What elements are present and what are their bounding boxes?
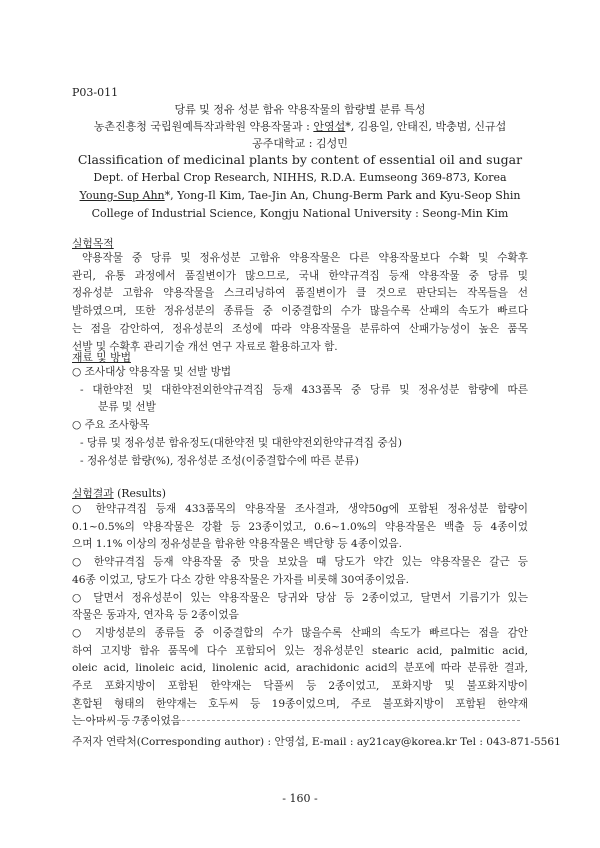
affiliation-korean: 농촌진흥청 국립원예특작과학원 약용작물과 : [93,120,314,133]
methods-list [72,364,528,474]
coauthors-korean: *, 김용일, 안태진, 박충범, 신규섭 [345,120,507,133]
objective-line: 정유성분 고함유 약용작물을 스크리닝하여 품질변이가 클 것으로 판단되는 작목들을 선 [72,287,528,300]
methods-item: ○ 조사대상 약용작물 및 선발 방법 [72,366,232,378]
coauthors-english: *, Yong-Il Kim, Tae-Jin An, Chung-Berm Park and Kyu-Seop Shin [164,189,521,202]
objective-heading: 실험목적 [72,237,114,250]
results-line: ○ 한약규격집 등재 433품목의 약용작물 조사결과, 생약50g에 포함된 정유성분 함량이 [72,503,528,515]
objective-line: 발하였으며, 또한 정유성분의 종류들 중 이중결합의 수가 많을수록 산패의 속도가 빠르다 [72,305,528,318]
first-author-english: Young-Sup Ahn [79,189,165,202]
methods-subitem: - 대한약전 및 대한약전외한약규격집 등재 433품목 중 당류 및 정유성분 함량에 따른 [80,383,528,396]
methods-subitem: 분류 및 선발 [98,401,156,414]
results-line: 0.1~0.5%의 약용작물은 강활 등 23종이었고, 0.6~1.0%의 약용작물은 백출 등 4종이었 [72,520,528,533]
department-english: Dept. of Herbal Crop Research, NIHHS, R.D.A. Eumseong 369-873, Korea [93,171,507,184]
objective-line: 는 점을 감안하여, 정유성분의 조성에 따라 약용작물을 분류하여 산패가능성이 높은 품목 [72,322,528,335]
footnote-divider [72,720,520,721]
authors-korean [60,118,540,134]
results-line: ○ 달면서 정유성분이 있는 약용작물은 당귀와 당삼 등 2종이었고, 달면서 기름기가 있는 [72,591,528,604]
objective-paragraph [72,250,528,360]
results-line: oleic acid, linoleic acid, linolenic acid, arachidonic acid의 분포에 따라 분류한 결과, [72,662,528,675]
results-line: ○ 지방성분의 종류들 중 이중결합의 수가 많을수록 산패의 속도가 빠르다는 점을 감안 [72,626,528,639]
title-korean: 당류 및 정유 성분 함유 약용작물의 함량별 분류 특성 [174,103,426,116]
results-line: 하여 고지방 함유 품목에 다수 포함되어 있는 정유성분인 stearic acid, palmitic acid, [72,644,528,657]
results-line: 주로 포화지방이 포함된 한약재는 닥풀씨 등 2종이었고, 포화지방 및 불포화지방이 [72,680,528,692]
results-line: 작물은 동과자, 연자육 등 2종이었음 [72,609,239,622]
results-heading [72,486,166,501]
results-line: 혼합된 형태의 한약재는 호두씨 등 19종이었으며, 주로 불포화지방이 포함된 한약재 [72,697,528,710]
objective-line: 관리, 유통 과정에서 품질변이가 많으므로, 국내 한약규격집 등재 약용작물 중 당류 및 [72,269,528,282]
methods-subitem: - 당류 및 정유성분 함유정도(대한약전 및 대한약전외한약규격집 중심) [80,436,402,449]
results-line: ○ 한약규격집 등재 약용작물 중 맛을 보았을 때 당도가 약간 있는 약용작물은 갈근 등 [72,556,528,569]
first-author-korean: 안영섭 [313,120,346,133]
methods-subitem: - 정유성분 함량(%), 정유성분 조성(이중결합수에 따른 분류) [80,454,359,467]
page-number: - 160 - [282,792,318,805]
results-list [72,501,528,728]
corresponding-author: 주저자 연락처(Corresponding author) : 안영섭, E-mail : ay21cay@korea.kr Tel : 043-871-5561 [72,736,561,748]
results-heading-ko: 실험결과 [72,487,114,500]
abstract-code: P03-011 [72,86,119,99]
objective-line: 선발 및 수확후 관리기술 개선 연구 자료로 활용하고자 함. [72,340,338,353]
results-line: 46종 이었고, 당도가 다소 강한 약용작물은 가자를 비롯해 30여종이었음. [72,573,409,586]
objective-line: 약용작물 중 당류 및 정유성분 고함유 약용작물은 다른 약용작물보다 수확 및 수확후 [82,252,528,264]
results-line: 으며 1.1% 이상의 정유성분을 함유한 약용작물은 백단향 등 4종이었음. [72,538,403,551]
methods-item: ○ 주요 조사항목 [72,419,150,432]
title-english: Classification of medicinal plants by content of essential oil and sugar [77,152,523,167]
college-english: College of Industrial Science, Kongju National University : Seong-Min Kim [91,207,509,220]
authors-english [60,189,540,202]
results-heading-en: (Results) [113,487,166,500]
affiliation2-korean: 공주대학교 : 김성민 [252,137,348,150]
methods-heading: 재료 및 방법 [72,351,132,364]
results-line: 는 아마씨 등 7종이었음 [72,715,181,728]
